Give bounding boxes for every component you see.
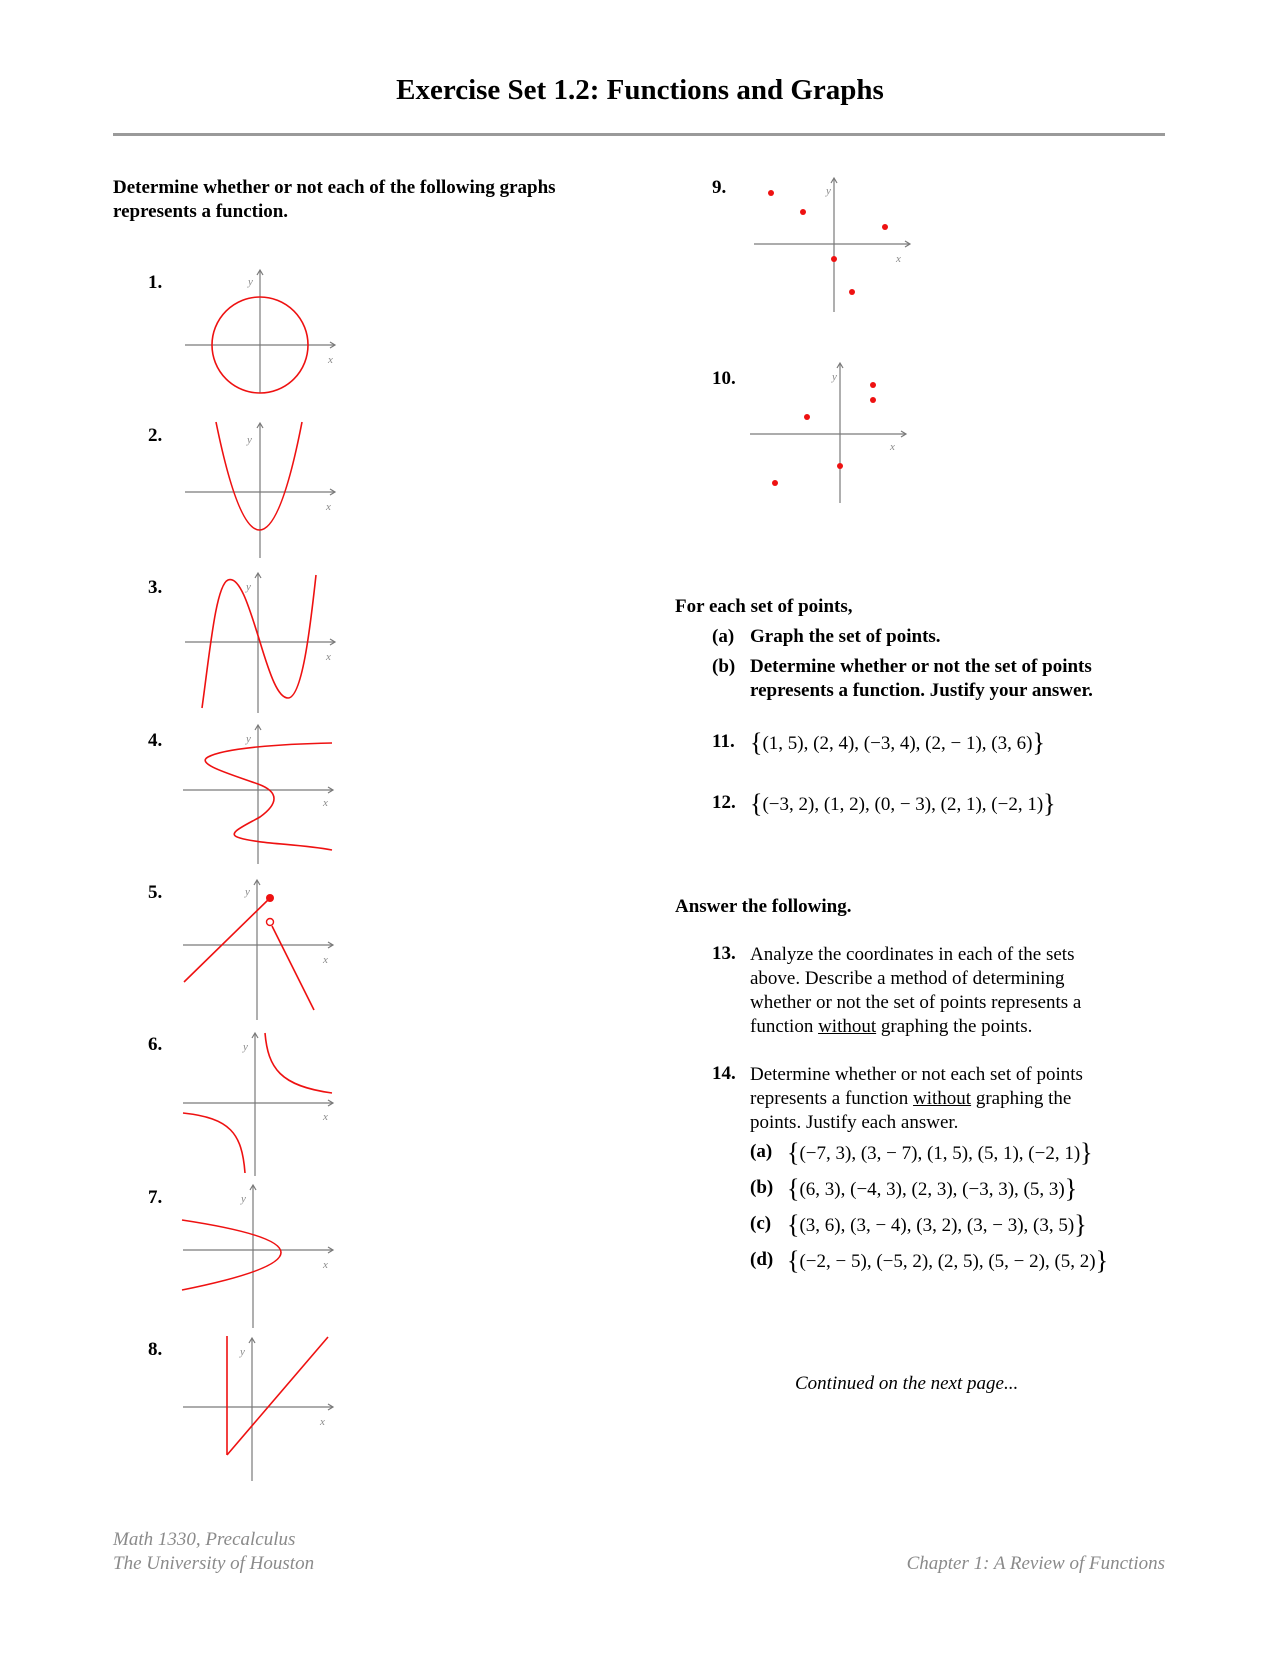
points-section-heading: For each set of points, bbox=[675, 596, 853, 617]
problem-12-set: {(−3, 2), (1, 2), (0, − 3), (2, 1), (−2, 1)} bbox=[750, 789, 1056, 818]
problem-14c-label: (c) bbox=[750, 1213, 772, 1234]
problem-11-set: {(1, 5), (2, 4), (−3, 4), (2, − 1), (3, 6)} bbox=[750, 728, 1045, 757]
graph-5-piecewise bbox=[180, 875, 340, 1025]
continued-note: Continued on the next page... bbox=[795, 1373, 1019, 1394]
problem-7-number: 7. bbox=[148, 1187, 163, 1208]
problem-10-number: 10. bbox=[712, 368, 736, 389]
x-axis-label: x bbox=[326, 651, 331, 663]
x-axis-label: x bbox=[323, 797, 328, 809]
y-axis-label: y bbox=[241, 1193, 246, 1205]
y-axis-label: y bbox=[246, 733, 251, 745]
x-axis-label: x bbox=[896, 253, 901, 265]
problem-14a-label: (a) bbox=[750, 1141, 773, 1162]
problem-8-number: 8. bbox=[148, 1339, 163, 1360]
graph-9-scatter bbox=[750, 170, 915, 315]
y-axis-label: y bbox=[246, 581, 251, 593]
problem-14b-set: {(6, 3), (−4, 3), (2, 3), (−3, 3), (5, 3)} bbox=[787, 1174, 1078, 1203]
part-a-text: Graph the set of points. bbox=[750, 626, 941, 647]
graph-1-circle bbox=[180, 265, 340, 400]
y-axis-label: y bbox=[245, 886, 250, 898]
x-axis-label: x bbox=[326, 501, 331, 513]
graph-6-hyperbola bbox=[180, 1028, 340, 1178]
problem-13-text: Analyze the coordinates in each of the sets above. Describe a method of determining whether or not the set of points represents a function without graphing the points. bbox=[750, 944, 1082, 1037]
problem-4-number: 4. bbox=[148, 730, 163, 751]
graph-7-sideways-parabola bbox=[180, 1180, 340, 1330]
y-axis-label: y bbox=[248, 276, 253, 288]
part-b-text: Determine whether or not the set of points represents a function. Justify your answer. bbox=[750, 656, 1093, 701]
y-axis-label: y bbox=[826, 185, 831, 197]
x-axis-label: x bbox=[323, 1111, 328, 1123]
y-axis-label: y bbox=[240, 1346, 245, 1358]
problem-14c-set: {(3, 6), (3, − 4), (3, 2), (3, − 3), (3, 5)} bbox=[787, 1210, 1087, 1239]
problem-1-number: 1. bbox=[148, 272, 163, 293]
problem-14b-label: (b) bbox=[750, 1177, 774, 1198]
x-axis-label: x bbox=[320, 1416, 325, 1428]
x-axis-label: x bbox=[323, 954, 328, 966]
graph-4-s-curve bbox=[180, 722, 340, 867]
x-axis-label: x bbox=[323, 1259, 328, 1271]
part-a-label: (a) bbox=[712, 626, 735, 647]
problem-2-number: 2. bbox=[148, 425, 163, 446]
problem-12-number: 12. bbox=[712, 792, 736, 813]
problem-14-number: 14. bbox=[712, 1063, 736, 1084]
problem-6-number: 6. bbox=[148, 1034, 163, 1055]
x-axis-label: x bbox=[328, 354, 333, 366]
graph-8-lines bbox=[180, 1333, 340, 1483]
problem-11-number: 11. bbox=[712, 731, 735, 752]
problem-13-number: 13. bbox=[712, 943, 736, 964]
problem-5-number: 5. bbox=[148, 882, 163, 903]
y-axis-label: y bbox=[247, 434, 252, 446]
footer-course: Math 1330, Precalculus bbox=[113, 1529, 296, 1550]
problem-14a-set: {(−7, 3), (3, − 7), (1, 5), (5, 1), (−2, 1)} bbox=[787, 1138, 1093, 1167]
problem-9-number: 9. bbox=[712, 177, 727, 198]
graph-2-parabola bbox=[180, 420, 340, 560]
footer-chapter: Chapter 1: A Review of Functions bbox=[906, 1553, 1165, 1574]
problem-14d-label: (d) bbox=[750, 1249, 774, 1270]
problem-3-number: 3. bbox=[148, 577, 163, 598]
footer-university: The University of Houston bbox=[113, 1553, 315, 1574]
graph-10-scatter bbox=[750, 355, 915, 505]
title-divider bbox=[113, 133, 1165, 136]
y-axis-label: y bbox=[243, 1041, 248, 1053]
left-instruction: Determine whether or not each of the following graphs represents a function. bbox=[113, 177, 556, 222]
problem-14d-set: {(−2, − 5), (−5, 2), (2, 5), (5, − 2), (5, 2)} bbox=[787, 1246, 1109, 1275]
graph-3-cubic bbox=[180, 570, 340, 715]
part-b-label: (b) bbox=[712, 656, 736, 677]
y-axis-label: y bbox=[832, 371, 837, 383]
x-axis-label: x bbox=[890, 441, 895, 453]
page-title: Exercise Set 1.2: Functions and Graphs bbox=[396, 74, 884, 106]
problem-14-text: Determine whether or not each set of points represents a function without graphing the points. Justify each answer. bbox=[750, 1064, 1083, 1133]
answer-section-heading: Answer the following. bbox=[675, 896, 852, 917]
